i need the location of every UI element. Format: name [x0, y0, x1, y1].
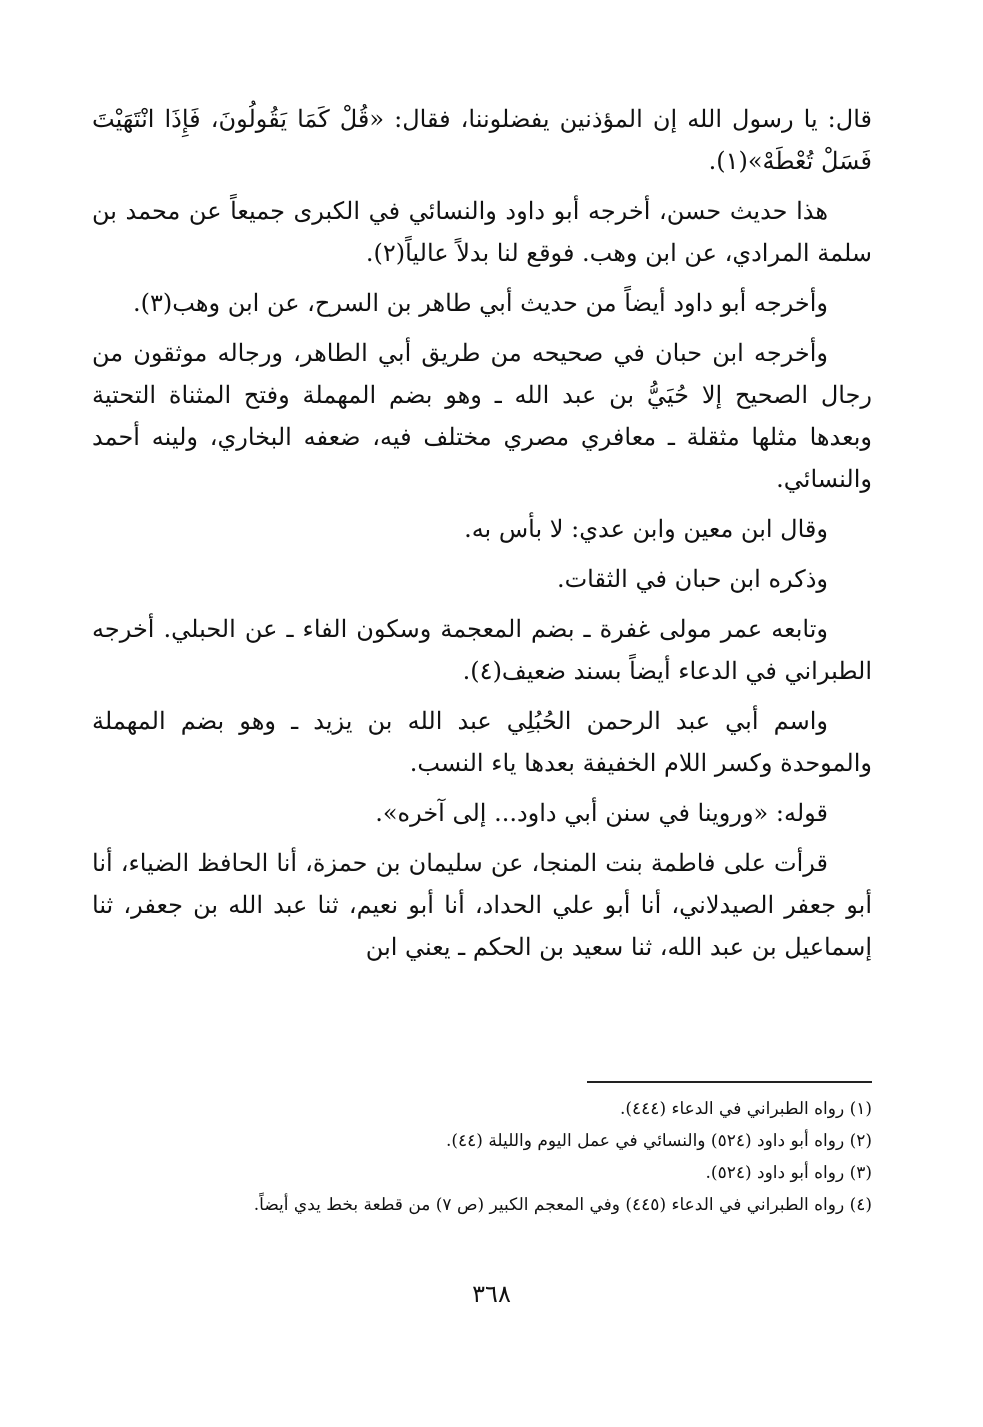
paragraph-7: وتابعه عمر مولى غفرة ـ بضم المعجمة وسكون الفاء ـ عن الحبلي. أخرجه الطبراني في الدعاء أيضاً بسند ضعيف(٤). [92, 615, 872, 685]
paragraph-3: وأخرجه أبو داود أيضاً من حديث أبي طاهر بن السرح، عن ابن وهب(٣). [133, 289, 828, 317]
paragraph-1: قال: يا رسول الله إن المؤذنين يفضلوننا، فقال: «قُلْ كَمَا يَقُولُونَ، فَإِذَا انْتَهَيْتَ فَسَلْ تُعْطَهْ»(١). [92, 105, 872, 175]
paragraph-6: وذكره ابن حبان في الثقات. [556, 565, 828, 593]
main-text [92, 98, 872, 976]
footnote-4: (٤) رواه الطبراني في الدعاء (٤٤٥) وفي المعجم الكبير (ص ٧) من قطعة بخط يدي أيضاً. [253, 1195, 872, 1215]
paragraph-10: قرأت على فاطمة بنت المنجا، عن سليمان بن حمزة، أنا الحافظ الضياء، أنا أبو جعفر الصيدلاني، أنا أبو علي الحداد، أنا أبو نعيم، ثنا عبد الله بن جعفر، ثنا إسماعيل بن عبد الله، ثنا سعيد بن الحكم ـ يعني ابن [92, 849, 872, 961]
paragraph-4: وأخرجه ابن حبان في صحيحه من طريق أبي الطاهر، ورجاله موثقون من رجال الصحيح إلا حُيَيُّ بن عبد الله ـ وهو بضم المهملة وفتح المثناة التحتية وبعدها مثلها مثقلة ـ معافري مصري مختلف فيه، ضعفه البخاري، ولينه أحمد والنسائي. [92, 339, 873, 493]
footnote-3: (٣) رواه أبو داود (٥٢٤). [705, 1163, 872, 1183]
page-number: ٣٦٨ [472, 1280, 511, 1308]
paragraph-9: قوله: «وروينا في سنن أبي داود... إلى آخره». [375, 799, 828, 827]
paragraph-2: هذا حديث حسن، أخرجه أبو داود والنسائي في الكبرى جميعاً عن محمد بن سلمة المرادي، عن ابن وهب. فوقع لنا بدلاً عالياً(٢). [92, 197, 872, 267]
footnote-1: (١) رواه الطبراني في الدعاء (٤٤٤). [620, 1099, 872, 1119]
footnote-2: (٢) رواه أبو داود (٥٢٤) والنسائي في عمل اليوم والليلة (٤٤). [445, 1131, 872, 1151]
paragraph-8: واسم أبي عبد الرحمن الحُبُلِي عبد الله بن يزيد ـ وهو بضم المهملة والموحدة وكسر اللام الخفيفة بعدها ياء النسب. [92, 707, 872, 777]
footnote-divider [587, 1081, 872, 1083]
footnotes [102, 1093, 872, 1221]
paragraph-5: وقال ابن معين وابن عدي: لا بأس به. [464, 515, 828, 543]
